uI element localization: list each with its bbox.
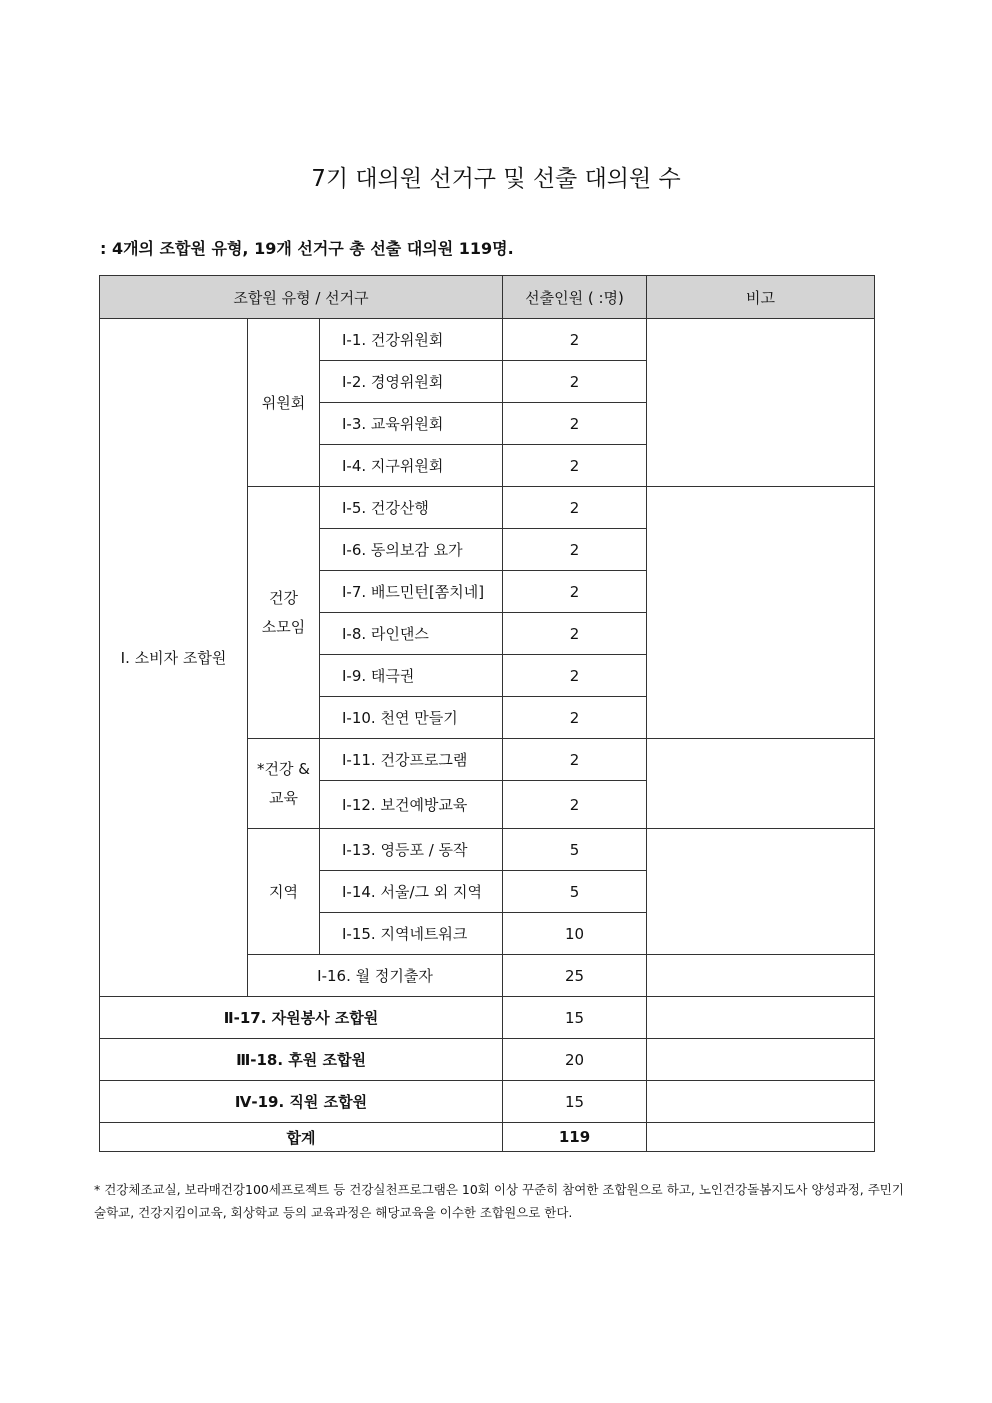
row-count: 25 bbox=[503, 955, 647, 997]
row-count: 15 bbox=[503, 997, 647, 1039]
row-label: Ⅰ-6. 동의보감 요가 bbox=[320, 529, 503, 571]
note-cell bbox=[647, 1039, 875, 1081]
note-cell bbox=[647, 739, 875, 829]
row-label: Ⅰ-7. 배드민턴[쫌치네] bbox=[320, 571, 503, 613]
header-note: 비고 bbox=[647, 276, 875, 319]
row-label: Ⅰ-14. 서울/그 외 지역 bbox=[320, 871, 503, 913]
total-label: 합계 bbox=[100, 1123, 503, 1152]
row-label: Ⅰ-8. 라인댄스 bbox=[320, 613, 503, 655]
group-region: 지역 bbox=[248, 829, 320, 955]
row-label: Ⅰ-1. 건강위원회 bbox=[320, 319, 503, 361]
note-cell bbox=[647, 319, 875, 487]
row-label: Ⅰ-16. 월 정기출자 bbox=[248, 955, 503, 997]
row-count: 2 bbox=[503, 739, 647, 781]
row-count: 2 bbox=[503, 655, 647, 697]
row-count: 2 bbox=[503, 487, 647, 529]
delegate-table bbox=[99, 275, 875, 1152]
row-count: 2 bbox=[503, 445, 647, 487]
note-cell bbox=[647, 1123, 875, 1152]
row-count: 2 bbox=[503, 319, 647, 361]
row-count: 20 bbox=[503, 1039, 647, 1081]
note-cell bbox=[647, 829, 875, 955]
note-cell bbox=[647, 1081, 875, 1123]
total-count: 119 bbox=[503, 1123, 647, 1152]
header-count: 선출인원 ( :명) bbox=[503, 276, 647, 319]
row-label: Ⅰ-5. 건강산행 bbox=[320, 487, 503, 529]
row-count: 2 bbox=[503, 781, 647, 829]
note-cell bbox=[647, 997, 875, 1039]
row-count: 2 bbox=[503, 613, 647, 655]
row-label: Ⅰ-9. 태극권 bbox=[320, 655, 503, 697]
row-count: 2 bbox=[503, 403, 647, 445]
row-count: 5 bbox=[503, 829, 647, 871]
row-label: Ⅰ-11. 건강프로그램 bbox=[320, 739, 503, 781]
row-label: Ⅰ-2. 경영위원회 bbox=[320, 361, 503, 403]
row-label: Ⅰ-4. 지구위원회 bbox=[320, 445, 503, 487]
row-label: Ⅰ-3. 교육위원회 bbox=[320, 403, 503, 445]
note-cell bbox=[647, 955, 875, 997]
row-label: Ⅰ-10. 천연 만들기 bbox=[320, 697, 503, 739]
row-count: 2 bbox=[503, 529, 647, 571]
row-count: 10 bbox=[503, 913, 647, 955]
row-count: 2 bbox=[503, 571, 647, 613]
row-count: 5 bbox=[503, 871, 647, 913]
footnote: * 건강체조교실, 보라매건강100세프로젝트 등 건강실천프로그램은 10회 이상 꾸준히 참여한 조합원으로 하고, 노인건강돌봄지도사 양성과정, 주민기술학교, 건강지킴이교육, 회상학교 등의 교육과정은 해당교육을 이수한 조합원으로 한다. bbox=[94, 1182, 904, 1220]
summary-text: : 4개의 조합원 유형, 19개 선거구 총 선출 대의원 119명. bbox=[100, 239, 514, 258]
row-label: Ⅰ-12. 보건예방교육 bbox=[320, 781, 503, 829]
header-type: 조합원 유형 / 선거구 bbox=[100, 276, 503, 319]
row-label: Ⅲ-18. 후원 조합원 bbox=[100, 1039, 503, 1081]
note-cell bbox=[647, 487, 875, 739]
row-label: Ⅰ-13. 영등포 / 동작 bbox=[320, 829, 503, 871]
row-label: Ⅱ-17. 자원봉사 조합원 bbox=[100, 997, 503, 1039]
row-count: 2 bbox=[503, 361, 647, 403]
document-title: 7기 대의원 선거구 및 선출 대의원 수 bbox=[311, 166, 681, 192]
row-label: Ⅳ-19. 직원 조합원 bbox=[100, 1081, 503, 1123]
group-health-edu: *건강 & 교육 bbox=[248, 739, 320, 829]
group-club: 건강 소모임 bbox=[248, 487, 320, 739]
row-count: 15 bbox=[503, 1081, 647, 1123]
row-count: 2 bbox=[503, 697, 647, 739]
row-label: Ⅰ-15. 지역네트워크 bbox=[320, 913, 503, 955]
consumer-member-cell: Ⅰ. 소비자 조합원 bbox=[100, 319, 248, 997]
group-committee: 위원회 bbox=[248, 319, 320, 487]
